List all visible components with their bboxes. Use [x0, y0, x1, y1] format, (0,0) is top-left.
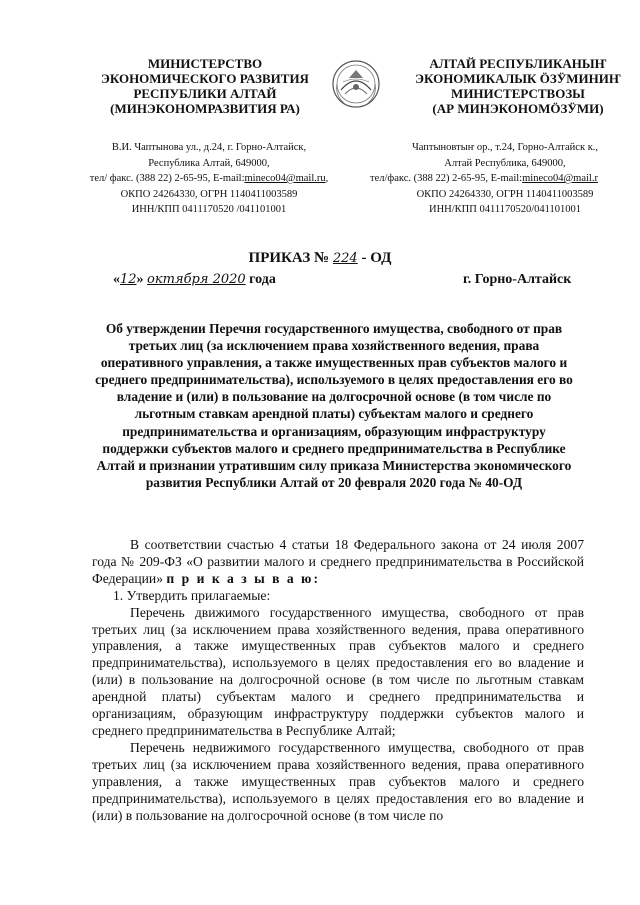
ministry-name-altai: АЛТАЙ РЕСПУБЛИКАНЫҤ ЭКОНОМИКАЛЫК ÖЗӰМИНИҤ МИНИСТЕРСТВОЗЫ (АР МИНЭКОНОМÖЗӰМИ): [415, 56, 621, 116]
ministry-address-russian: В.И. Чаптынова ул., д.24, г. Горно-Алтайск, Республика Алтай, 649000, тел/ факс. (388 22) 2-65-95, E-mail:mineco04@mail.ru, ОКПО 24264330, ОГРН 1140411003589 ИНН/КПП 0411170520 /041101001: [89, 142, 329, 215]
order-verb: п р и к а з ы в а ю:: [166, 570, 320, 586]
paragraph-movable-property: Перечень движимого государственного имущества, свободного от прав третьих лиц (за исключением права хозяйственного ведения, права оперативного управления, а также имущественных прав субъектов малого и среднего предпринимательства), используемого в целях предоставления его во владение и (или) в пользование на долгосрочной основе (в том числе по льготным ставкам арендной платы) субъектам малого и среднего предпринимательства и организациям, образующим инфраструктуру поддержки субъектов малого и среднего предпринимательства в Республике Алтай;: [92, 604, 584, 738]
order-city: г. Горно-Алтайск: [463, 272, 572, 287]
item-1: 1. Утвердить прилагаемые:: [113, 587, 271, 603]
email-link[interactable]: mineco04@mail.r: [522, 173, 598, 184]
ministry-name-russian: МИНИСТЕРСТВО ЭКОНОМИЧЕСКОГО РАЗВИТИЯ РЕСПУБЛИКИ АЛТАЙ (МИНЭКОНОМРАЗВИТИЯ РА): [101, 56, 309, 116]
date-day-handwritten: 12: [120, 272, 137, 287]
paragraph-real-estate: Перечень недвижимого государственного имущества, свободного от прав третьих лиц (за исключением права хозяйственного ведения, права оперативного управления, а также имущественных прав субъектов малого и среднего предпринимательства), используемого в целях предоставления его во владение и (или) в пользование на долгосрочной основе (в том числе по: [92, 739, 584, 823]
ministry-address-altai: Чаптыновтыҥ ор., т.24, Горно-Алтайск к., Алтай Республика, 649000, тел/факс. (388 22) 2-65-95, E-mail:mineco04@mail.r ОКПО 24264330, ОГРН 1140411003589 ИНН/КПП 0411170520/041101001: [370, 142, 599, 215]
order-date: «12» октября 2020 года: [113, 272, 276, 287]
coat-of-arms-emblem: [331, 54, 381, 114]
order-number-handwritten: 224: [332, 251, 358, 266]
email-link[interactable]: mineco04@mail.ru: [244, 173, 326, 184]
document-title: Об утверждении Перечня государственного имущества, свободного от прав третьих лиц (за исключением права хозяйственного ведения, права оперативного управления, а также имущественных прав субъектов малого и среднего предпринимательства), используемого в целях предоставления его во владение и (или) в пользование на долгосрочной основе (в том числе по льготным ставкам арендной платы) субъектам малого и среднего предпринимательства и организациям, образующим инфраструктуру поддержки субъектов малого и среднего предпринимательства в Республике Алтай и признании утратившим силу приказа Министерства экономического развития Республики Алтай от 20 февраля 2020 года № 40-ОД: [95, 321, 573, 490]
date-month-handwritten: октября 2020: [147, 272, 246, 287]
order-heading: ПРИКАЗ № 224 - ОД: [248, 250, 392, 266]
intro-paragraph: В соответствии счастью 4 статьи 18 Федерального закона от 24 июля 2007 года № 209-ФЗ «О развитии малого и среднего предпринимательства в Российской Федерации» п р и к а з ы в а ю:: [92, 537, 584, 586]
document-body: [92, 537, 584, 824]
